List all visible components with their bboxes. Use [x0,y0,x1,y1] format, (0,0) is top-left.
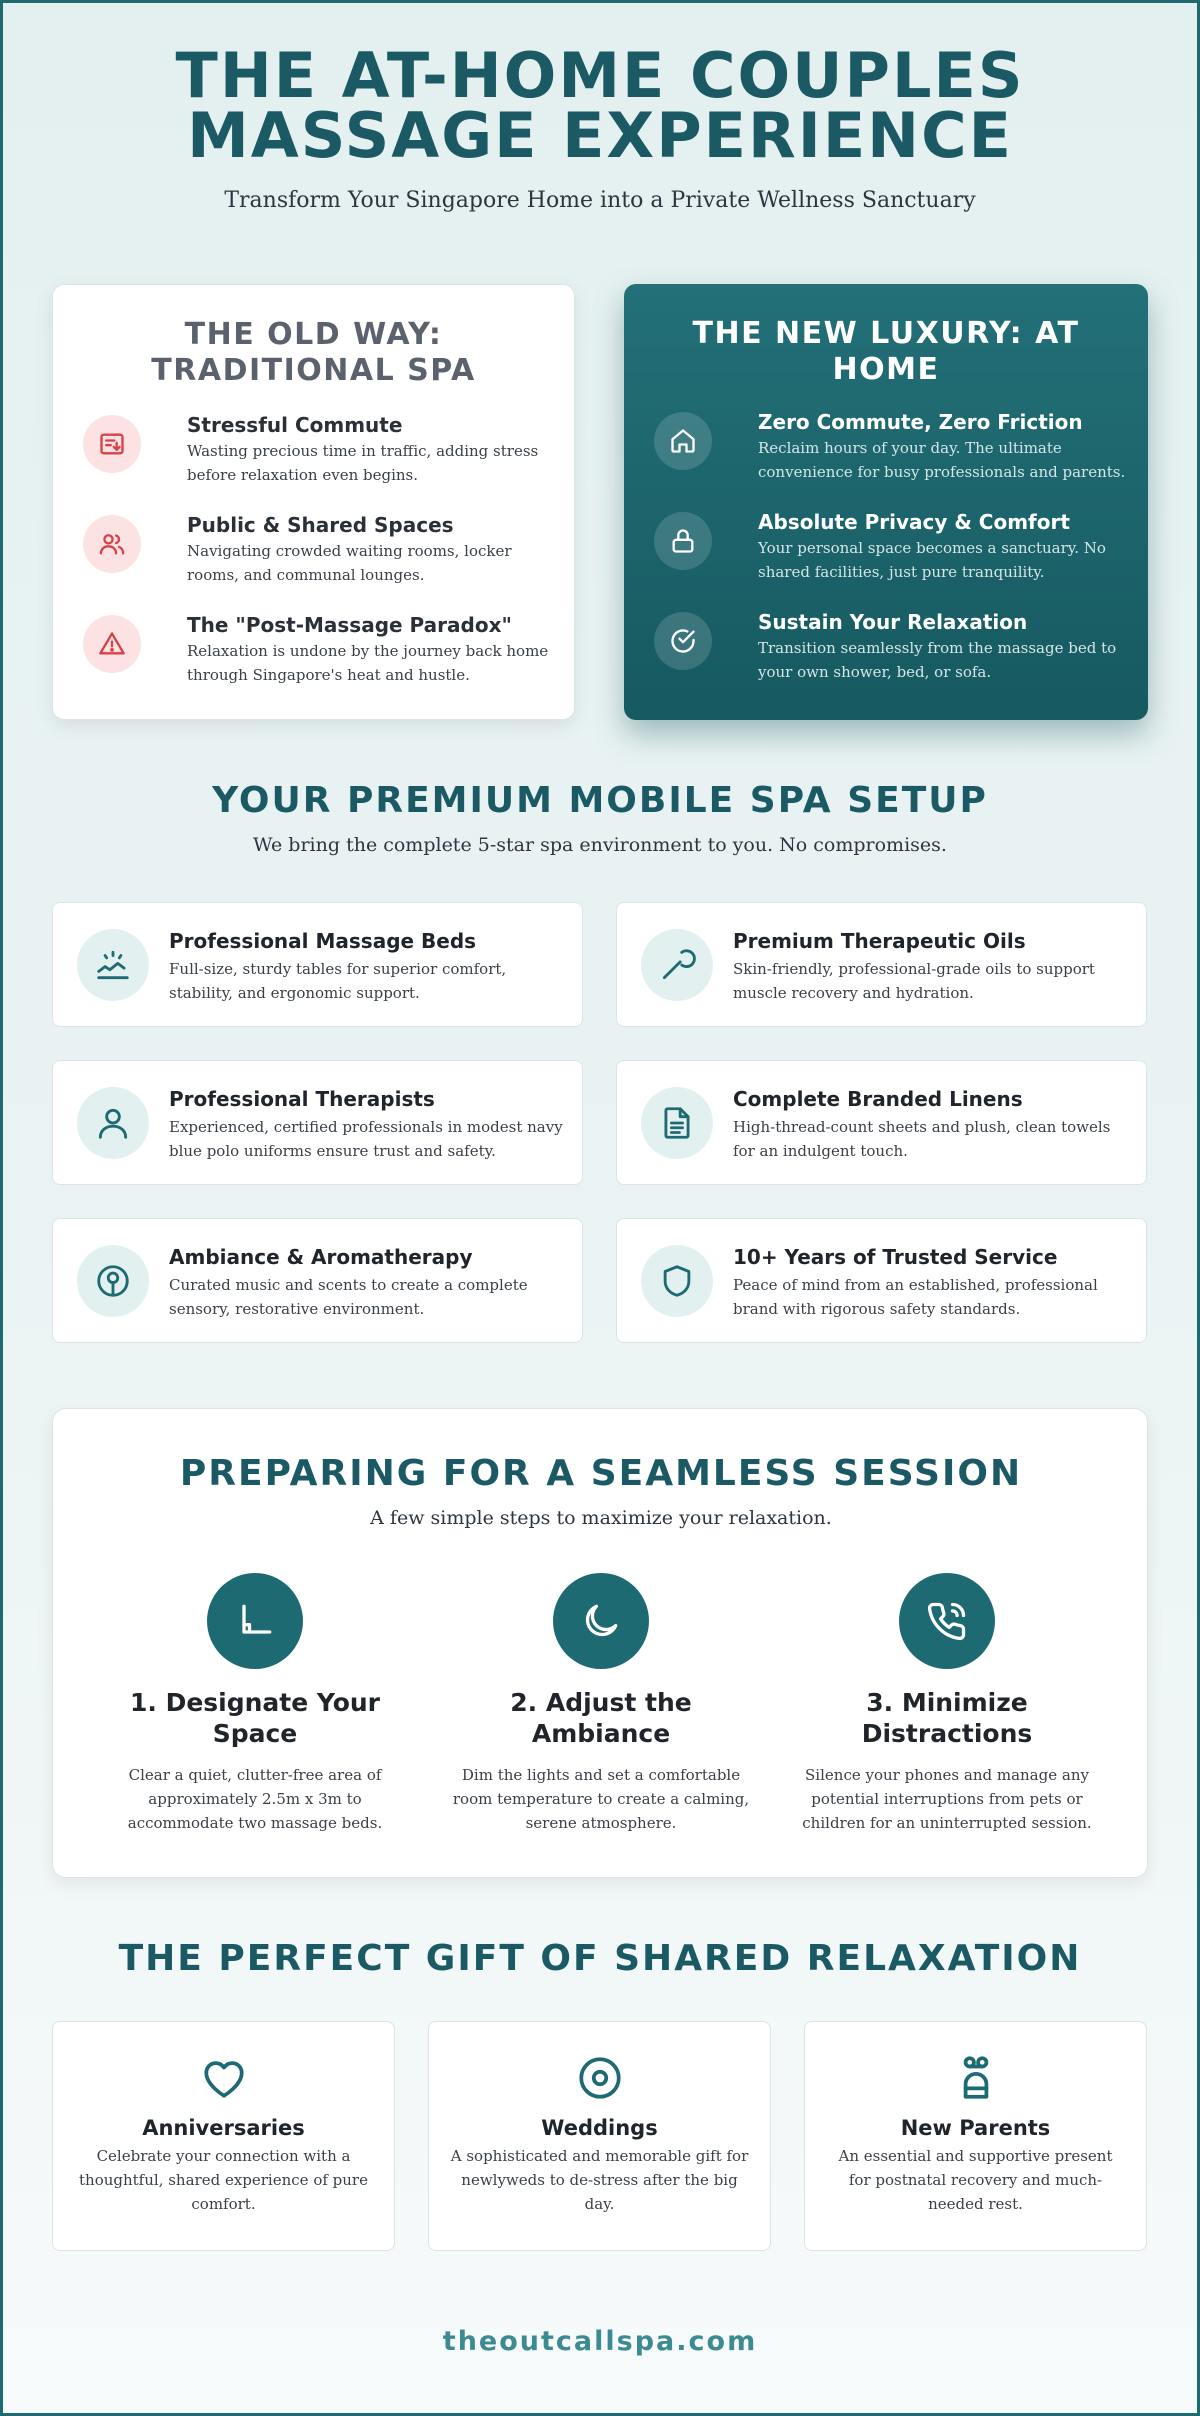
warning-icon [83,615,141,673]
user-icon [77,1087,149,1159]
gift-card [804,2021,1147,2251]
gift-desc: Celebrate your connection with a thoughtful, shared experience of pure comfort. [79,2147,368,2213]
gift-title: New Parents [900,2116,1051,2140]
old-way-item-desc: Wasting precious time in traffic, adding stress before relaxation even begins. [187,442,539,484]
gifts-title: THE PERFECT GIFT OF SHARED RELAXATION [118,1938,1082,1979]
oil-dropper-icon [641,929,713,1001]
old-way-card [52,284,575,720]
step-title: 1. Designate Your Space [129,1688,381,1748]
commute-icon [83,415,141,473]
old-way-item-desc: Navigating crowded waiting rooms, locker rooms, and communal lounges. [187,542,512,584]
feature-card [52,1218,583,1343]
comparison-section [52,284,1148,720]
document-icon [641,1087,713,1159]
step-desc: Dim the lights and set a comfortable room temperature to create a calming, serene atmosphere. [452,1766,750,1832]
step-item [451,1573,751,1835]
feature-card [616,1060,1147,1185]
setup-subtitle: We bring the complete 5-star spa environment to you. No compromises. [253,834,947,856]
new-luxury-item-desc: Reclaim hours of your day. The ultimate convenience for busy professionals and parents. [758,439,1126,481]
feature-desc: Skin-friendly, professional-grade oils to support muscle recovery and hydration. [733,960,1095,1002]
ring-icon [574,2052,626,2104]
heart-icon [198,2052,250,2104]
feature-title: Ambiance & Aromatherapy [169,1245,473,1269]
gift-title: Weddings [541,2116,658,2140]
page-title [0,39,1200,172]
gift-card [428,2021,771,2251]
corner-ruler-icon [207,1573,303,1669]
new-luxury-item-title: Absolute Privacy & Comfort [758,510,1070,534]
feature-desc: High-thread-count sheets and plush, clean towels for an indulgent touch. [733,1118,1111,1160]
new-luxury-card [624,284,1148,720]
page-subtitle: Transform Your Singapore Home into a Private Wellness Sanctuary [224,188,976,213]
title-line-1: THE AT-HOME COUPLES [175,39,1025,112]
feature-title: Complete Branded Linens [733,1087,1023,1111]
preparing-title: PREPARING FOR A SEAMLESS SESSION [179,1453,1023,1494]
title-line-2: MASSAGE EXPERIENCE [187,99,1013,172]
feature-card [616,902,1147,1027]
new-luxury-item-desc: Your personal space becomes a sanctuary. No shared facilities, just pure tranquility. [758,539,1106,581]
old-way-item-title: Public & Shared Spaces [187,513,454,537]
new-luxury-title: THE NEW LUXURY: AT HOME [692,316,1080,387]
old-way-item-title: Stressful Commute [187,413,403,437]
setup-title: YOUR PREMIUM MOBILE SPA SETUP [212,780,988,821]
baby-icon [950,2052,1002,2104]
gift-title: Anniversaries [142,2116,305,2140]
feature-title: Professional Massage Beds [169,929,477,953]
feature-desc: Curated music and scents to create a complete sensory, restorative environment. [169,1276,528,1318]
gift-desc: A sophisticated and memorable gift for newlyweds to de-stress after the big day. [450,2147,749,2213]
feature-desc: Full-size, sturdy tables for superior comfort, stability, and ergonomic support. [169,960,507,1002]
feature-desc: Peace of mind from an established, professional brand with rigorous safety standards. [733,1276,1098,1318]
step-item [105,1573,405,1835]
hero-header [0,39,1200,213]
step-desc: Clear a quiet, clutter-free area of approximately 2.5m x 3m to accommodate two massage beds. [127,1766,383,1832]
feature-title: 10+ Years of Trusted Service [733,1245,1058,1269]
step-item [797,1573,1097,1835]
feature-card [52,1060,583,1185]
feature-desc: Experienced, certified professionals in modest navy blue polo uniforms ensure trust and safety. [169,1118,563,1160]
phone-icon [899,1573,995,1669]
feature-card [52,902,583,1027]
footer-url[interactable]: theoutcallspa.com [442,2326,758,2357]
feature-card [616,1218,1147,1343]
new-luxury-item-desc: Transition seamlessly from the massage bed to your own shower, bed, or sofa. [758,639,1117,681]
moon-icon [553,1573,649,1669]
home-icon [654,412,712,470]
preparing-subtitle: A few simple steps to maximize your relaxation. [370,1507,832,1529]
massage-bed-icon [77,929,149,1001]
gift-desc: An essential and supportive present for postnatal recovery and much-needed rest. [838,2147,1113,2213]
step-desc: Silence your phones and manage any potential interruptions from pets or children for an uninterrupted session. [802,1766,1092,1832]
step-title: 2. Adjust the Ambiance [510,1688,692,1748]
feature-title: Premium Therapeutic Oils [733,929,1026,953]
new-luxury-item-title: Zero Commute, Zero Friction [758,410,1083,434]
preparing-panel [52,1408,1148,1878]
gift-card [52,2021,395,2251]
check-circle-icon [654,612,712,670]
old-way-title: THE OLD WAY: TRADITIONAL SPA [151,317,476,388]
people-icon [83,515,141,573]
step-title: 3. Minimize Distractions [861,1688,1033,1748]
old-way-item-title: The "Post-Massage Paradox" [187,613,512,637]
old-way-item-desc: Relaxation is undone by the journey back home through Singapore's heat and hustle. [187,642,549,684]
aroma-icon [77,1245,149,1317]
shield-icon [641,1245,713,1317]
new-luxury-item-title: Sustain Your Relaxation [758,610,1028,634]
lock-icon [654,512,712,570]
feature-title: Professional Therapists [169,1087,435,1111]
